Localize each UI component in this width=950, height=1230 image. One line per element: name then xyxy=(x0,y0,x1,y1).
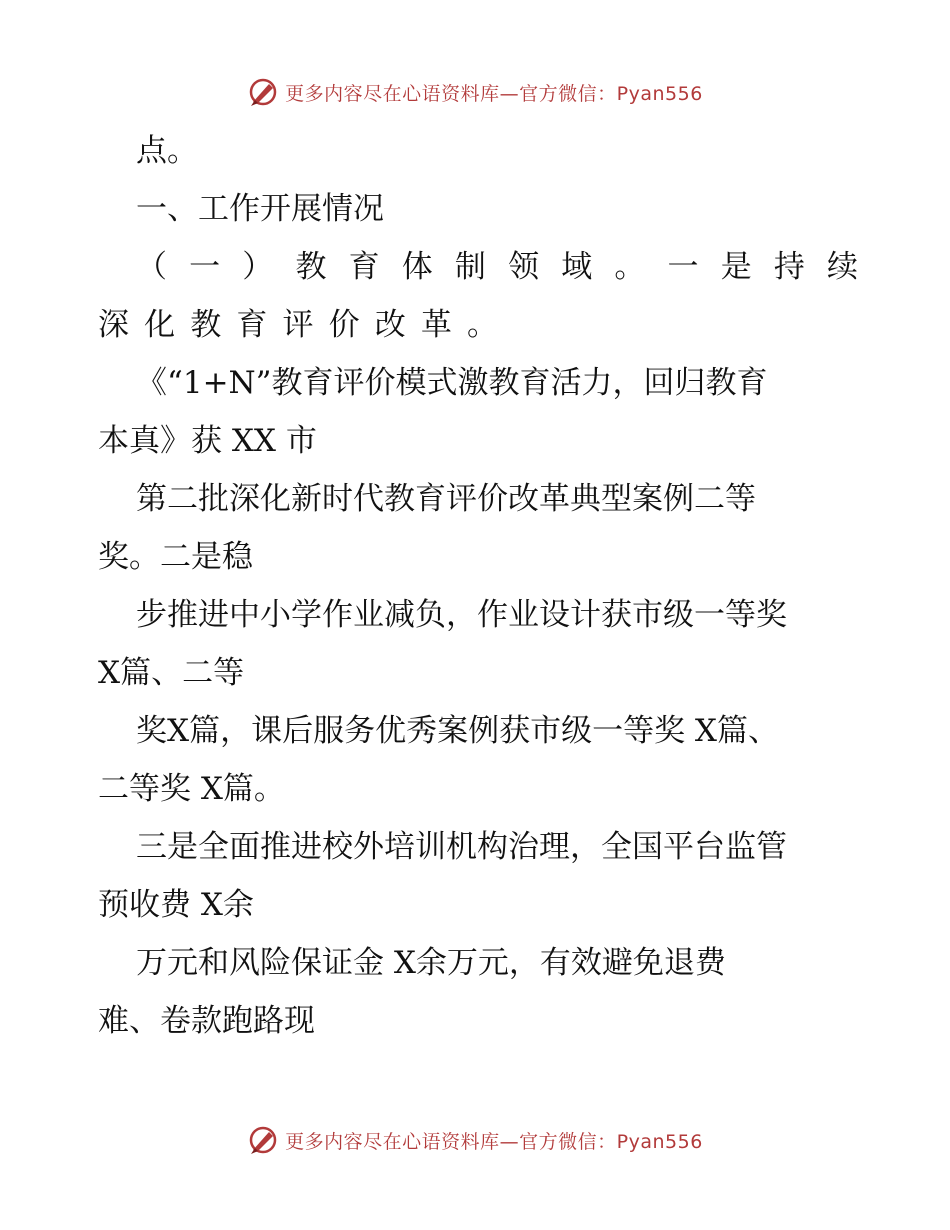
text-line: 深化教育评价改革。 xyxy=(98,307,498,343)
watermark-text: 更多内容尽在心语资料库—官方微信：Pyan556 xyxy=(285,82,703,105)
text-line: 预收费 X余 xyxy=(98,887,254,923)
text-line: 点。 xyxy=(136,133,198,169)
header-watermark-inner xyxy=(247,76,703,108)
watermark-text: 更多内容尽在心语资料库—官方微信：Pyan556 xyxy=(285,1130,703,1153)
text-line: （一）教育体制领域。一是持续 xyxy=(136,249,858,285)
text-line: 三是全面推进校外培训机构治理，全国平台监管 xyxy=(136,829,787,865)
text-line: 万元和风险保证金 X余万元，有效避免退费 xyxy=(136,945,726,981)
pen-logo-icon xyxy=(247,1124,279,1156)
document-body xyxy=(98,122,858,1050)
text-line: 步推进中小学作业减负，作业设计获市级一等奖 xyxy=(136,597,787,633)
header-watermark xyxy=(0,72,950,112)
text-line: 二等奖 X篇。 xyxy=(98,771,285,807)
text-line: X篇、二等 xyxy=(98,655,245,691)
text-line: 本真》获 XX 市 xyxy=(98,423,317,459)
text-line: 难、卷款跑路现 xyxy=(98,1003,315,1039)
text-line: 奖。二是稳 xyxy=(98,539,253,575)
text-line: 第二批深化新时代教育评价改革典型案例二等 xyxy=(136,481,756,517)
pen-logo-icon xyxy=(247,76,279,108)
text-line: 奖X篇，课后服务优秀案例获市级一等奖 X篇、 xyxy=(136,713,779,749)
footer-watermark xyxy=(0,1120,950,1160)
text-line: 《“1+N”教育评价模式激教育活力，回归教育 xyxy=(136,365,768,401)
section-heading: 一、工作开展情况 xyxy=(136,191,384,227)
footer-watermark-inner xyxy=(247,1124,703,1156)
